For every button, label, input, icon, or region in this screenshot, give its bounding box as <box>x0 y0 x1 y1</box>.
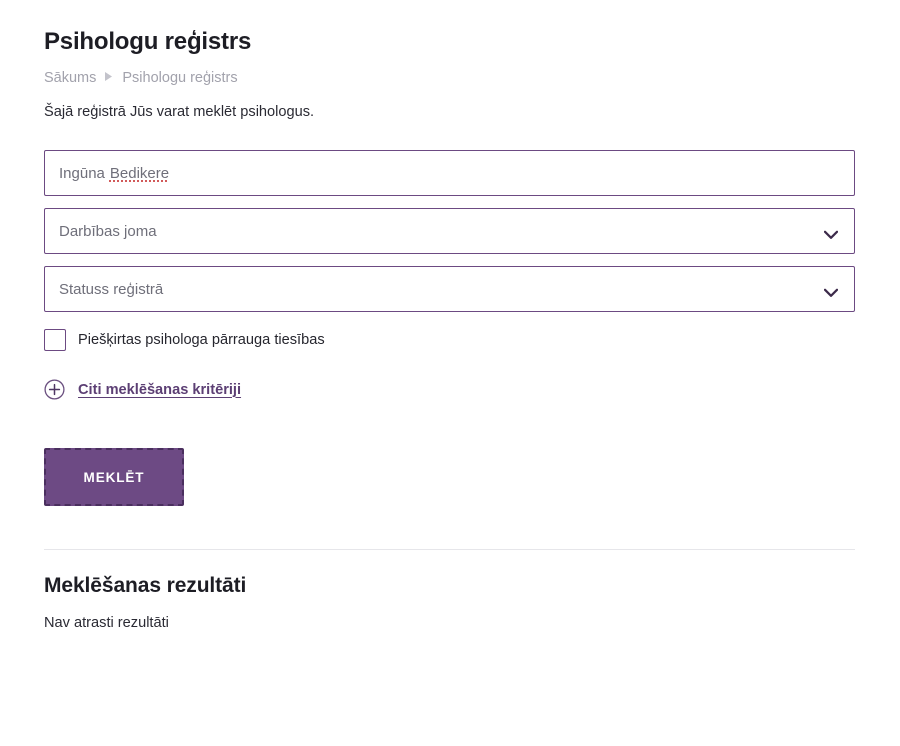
plus-circle-icon[interactable] <box>44 379 65 400</box>
results-empty-text: Nav atrasti rezultāti <box>44 615 169 632</box>
supervisor-checkbox[interactable] <box>44 329 66 351</box>
breadcrumb-separator-icon <box>105 72 113 84</box>
registry-status-select[interactable] <box>44 266 855 312</box>
name-input-value <box>45 165 169 182</box>
field-of-activity-select[interactable] <box>44 208 855 254</box>
name-input[interactable] <box>44 150 855 196</box>
name-input-value-first: Ingūna <box>59 164 105 182</box>
section-divider <box>44 549 855 550</box>
intro-text: Šajā reģistrā Jūs varat meklēt psihologus. <box>44 104 315 120</box>
chevron-down-icon <box>824 285 838 294</box>
field-of-activity-value: Darbības joma <box>59 222 157 240</box>
breadcrumb-item-current: Psihologu reģistrs <box>122 70 238 86</box>
registry-status-value: Statuss reģistrā <box>59 280 164 298</box>
search-form <box>44 150 855 506</box>
supervisor-checkbox-row[interactable] <box>44 329 855 351</box>
results-title: Meklēšanas rezultāti <box>44 574 247 597</box>
name-input-value-second: Bedikere <box>109 164 170 182</box>
search-button[interactable]: MEKLĒT <box>44 448 184 506</box>
page-title: Psihologu reģistrs <box>44 28 252 55</box>
supervisor-checkbox-label: Piešķirtas psihologa pārrauga tiesības <box>78 332 325 348</box>
chevron-down-icon <box>824 227 838 236</box>
more-criteria-row[interactable] <box>44 379 855 400</box>
more-criteria-link[interactable]: Citi meklēšanas kritēriji <box>78 381 242 398</box>
breadcrumb <box>44 70 855 86</box>
breadcrumb-item-home[interactable]: Sākums <box>44 70 97 86</box>
